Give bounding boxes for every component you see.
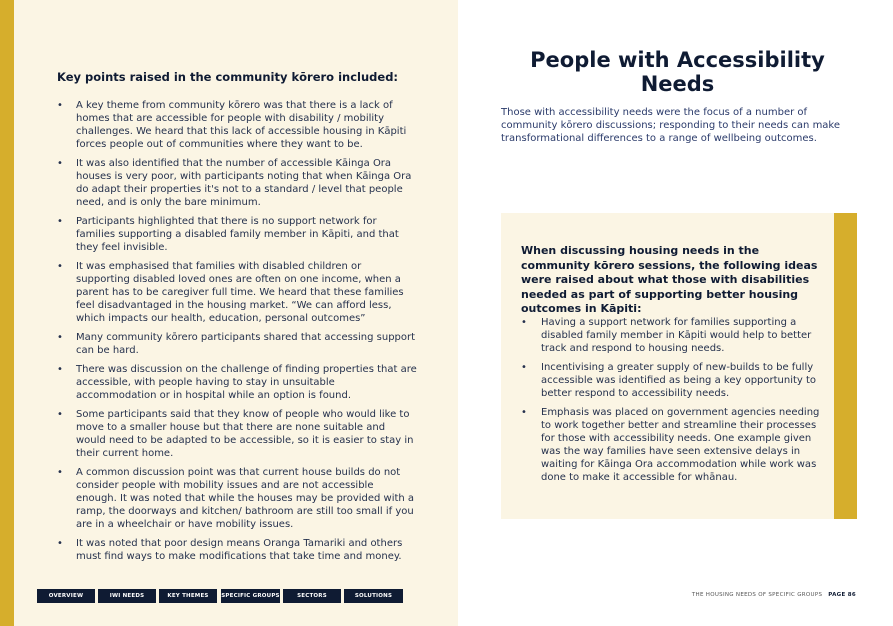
callout-heading: When discussing housing needs in the community kōrero sessions, the following ideas were raised about what those with disabilities needed as part of supporting better housing outcomes in Kāpiti: <box>521 244 818 315</box>
callout-list <box>521 316 821 490</box>
page-title: People with Accessibility Needs <box>530 48 825 96</box>
page-footer <box>692 592 856 598</box>
nav-specific-groups-button[interactable]: SPECIFIC GROUPS <box>221 589 280 603</box>
list-item: • Emphasis was placed on government agencies needing to work together better and streamline their processes for those with accessibility needs. One example given was the way families have seen extensive delays in waiting for Kāinga Ora accommodation while work was done to make it accessible for whānau. <box>521 406 821 484</box>
nav-iwi-needs-button[interactable]: IWI NEEDS <box>98 589 156 603</box>
list-item: • Some participants said that they know of people who would like to move to a smaller house but that there are none suitable and would need to be adapted to be accessible, so it is easier to stay in their current home. <box>57 408 417 460</box>
left-accent-bar <box>0 0 14 626</box>
list-item: • Having a support network for families supporting a disabled family member in Kāpiti would help to better track and respond to housing needs. <box>521 316 821 355</box>
nav-solutions-button[interactable]: SOLUTIONS <box>344 589 403 603</box>
list-item: • It was emphasised that families with disabled children or supporting disabled loved ones are often on one income, when a parent has to be caregiver full time. We heard that these families feel disadvantaged in the housing market. “We can afford less, which impacts our health, education, personal outcomes” <box>57 260 417 325</box>
list-item: • A key theme from community kōrero was that there is a lack of homes that are accessible for people with disability / mobility challenges. We heard that this lack of accessible housing in Kāpiti forces people out of communities where they want to be. <box>57 99 417 151</box>
nav-overview-button[interactable]: OVERVIEW <box>37 589 95 603</box>
list-item: • Many community kōrero participants shared that accessing support can be hard. <box>57 331 417 357</box>
key-points-list <box>57 99 417 569</box>
nav-key-themes-button[interactable]: KEY THEMES <box>159 589 217 603</box>
list-item: • There was discussion on the challenge of finding properties that are accessible, with people having to stay in unsuitable accommodation or in hospital while an option is found. <box>57 363 417 402</box>
list-item: • It was also identified that the number of accessible Kāinga Ora houses is very poor, with participants noting that when Kāinga Ora do adapt their properties it's not to a standard / level that people need, and is only the bare minimum. <box>57 157 417 209</box>
list-item: • Incentivising a greater supply of new-builds to be fully accessible was identified as being a key opportunity to better respond to accessibility needs. <box>521 361 821 400</box>
nav-sectors-button[interactable]: SECTORS <box>283 589 341 603</box>
list-item: • A common discussion point was that current house builds do not consider people with mobility issues and are not accessible enough. It was noted that while the houses may be provided with a ramp, the doorways and kitchen/ bathroom are still too small if you are in a wheelchair or have mobility issues. <box>57 466 417 531</box>
footer-section-label: THE HOUSING NEEDS OF SPECIFIC GROUPS <box>691 592 823 598</box>
intro-paragraph: Those with accessibility needs were the focus of a number of community kōrero discussions; responding to their needs can make transformational differences to a range of wellbeing outcomes. <box>501 107 841 144</box>
key-points-heading: Key points raised in the community kōrero included: <box>57 70 399 84</box>
callout-accent-bar <box>834 213 857 519</box>
list-item: • Participants highlighted that there is no support network for families supporting a disabled family member in Kāpiti, and that they feel invisible. <box>57 215 417 254</box>
page-number: PAGE 86 <box>828 592 856 598</box>
list-item: • It was noted that poor design means Oranga Tamariki and others must find ways to make modifications that take time and money. <box>57 537 417 563</box>
